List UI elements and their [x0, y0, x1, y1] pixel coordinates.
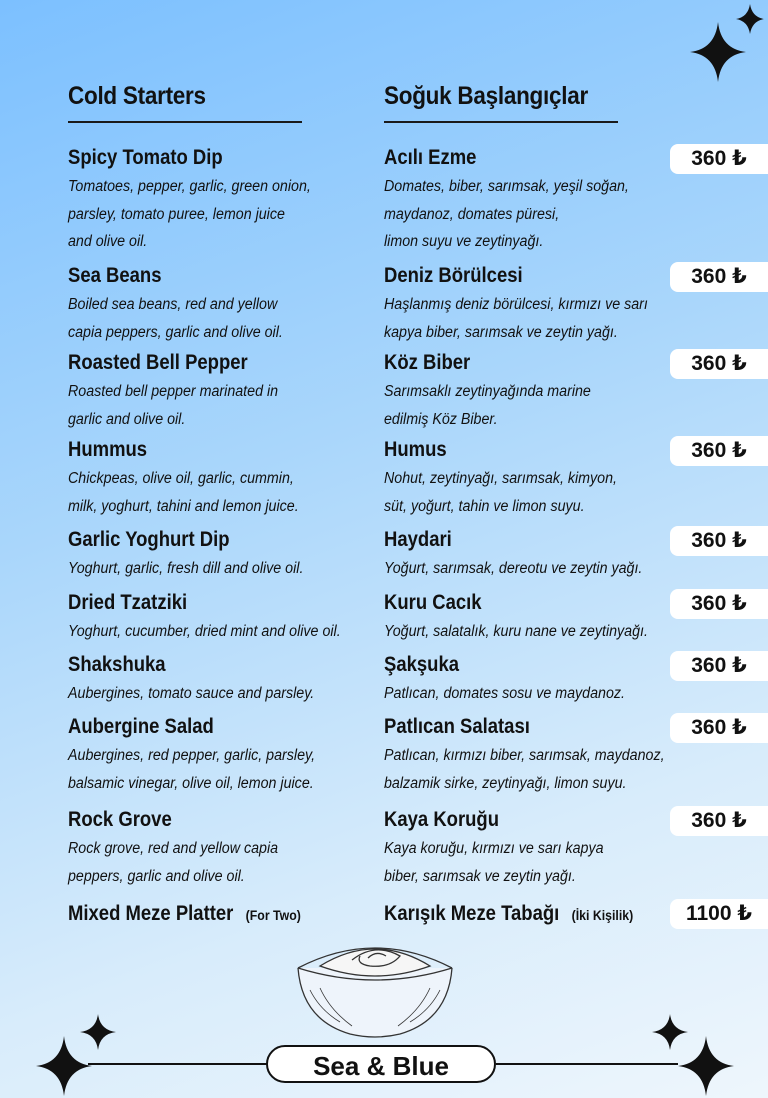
menu-item-english — [68, 714, 337, 797]
item-description-english — [68, 465, 299, 520]
item-description-line: Aubergines, red pepper, garlic, parsley, — [68, 747, 316, 764]
item-description-turkish — [384, 465, 617, 520]
menu-item-english — [68, 145, 332, 256]
item-description-line: biber, sarımsak ve zeytin yağı. — [384, 867, 576, 885]
item-price: 360 ₺ — [670, 651, 768, 681]
item-description-line: milk, yoghurt, tahini and lemon juice. — [68, 497, 299, 515]
item-description-line: Patlıcan, kırmızı biber, sarımsak, maydanoz, — [384, 747, 665, 764]
item-description-line: Sarımsaklı zeytinyağında marine — [384, 383, 591, 400]
platter-turkish — [384, 901, 667, 928]
item-description-turkish — [384, 835, 604, 890]
item-price: 360 ₺ — [670, 262, 768, 292]
sparkle-star-icon — [736, 4, 764, 34]
item-name-english: Rock Grove — [68, 808, 172, 831]
item-name-english: Spicy Tomato Dip — [68, 146, 223, 169]
yoghurt-bowl-icon — [290, 930, 460, 1040]
item-price: 360 ₺ — [670, 589, 768, 619]
item-description-turkish — [384, 742, 665, 797]
item-description-english — [68, 680, 314, 708]
menu-item-english — [68, 807, 296, 890]
menu-item-turkish — [384, 527, 665, 583]
item-name-english: Sea Beans — [68, 264, 162, 287]
item-description-english — [68, 291, 283, 346]
platter-price: 1100 ₺ — [670, 899, 768, 929]
item-description-english — [68, 835, 278, 890]
menu-item-turkish — [384, 807, 623, 890]
item-description-line: and olive oil. — [68, 233, 148, 250]
item-price: 360 ₺ — [670, 806, 768, 836]
menu-item-turkish — [384, 437, 637, 520]
platter-note-turkish: (İki Kişilik) — [571, 907, 634, 923]
item-description-line: Yoğurt, sarımsak, dereotu ve zeytin yağı. — [384, 560, 643, 577]
item-description-turkish — [384, 378, 591, 433]
menu-item-turkish — [384, 263, 671, 346]
item-description-line: Yoghurt, garlic, fresh dill and olive oil. — [68, 560, 304, 577]
item-name-turkish: Patlıcan Salatası — [384, 715, 530, 738]
item-name-english: Roasted Bell Pepper — [68, 351, 248, 374]
item-description-line: Roasted bell pepper marinated in — [68, 383, 279, 400]
platter-name-turkish: Karışık Meze Tabağı — [384, 902, 560, 925]
item-description-line: peppers, garlic and olive oil. — [68, 867, 245, 885]
item-description-turkish — [384, 555, 642, 583]
item-description-turkish — [384, 173, 629, 256]
item-name-turkish: Şakşuka — [384, 653, 460, 676]
menu-item-english — [68, 527, 324, 583]
item-name-turkish: Köz Biber — [384, 351, 471, 374]
item-description-line: Aubergines, tomato sauce and parsley. — [68, 685, 315, 702]
item-description-line: Tomatoes, pepper, garlic, green onion, — [68, 178, 311, 195]
item-description-line: Haşlanmış deniz börülcesi, kırmızı ve sarı — [384, 296, 648, 313]
item-description-line: kapya biber, sarımsak ve zeytin yağı. — [384, 323, 618, 341]
item-description-turkish — [384, 680, 625, 708]
footer-brand: Sea & Blue — [266, 1045, 496, 1083]
menu-item-turkish — [384, 590, 671, 646]
platter-name-english: Mixed Meze Platter — [68, 902, 234, 925]
menu-item-english — [68, 263, 302, 346]
platter-english — [68, 901, 333, 928]
item-price: 360 ₺ — [670, 713, 768, 743]
item-description-line: capia peppers, garlic and olive oil. — [68, 323, 283, 341]
item-name-english: Aubergine Salad — [68, 715, 214, 738]
item-description-line: Rock grove, red and yellow capia — [68, 840, 279, 857]
item-description-line: Kaya koruğu, kırmızı ve sarı kapya — [384, 840, 604, 857]
item-description-english — [68, 618, 341, 646]
menu-item-english — [68, 652, 336, 708]
item-description-line: Boiled sea beans, red and yellow — [68, 296, 278, 313]
item-description-line: Patlıcan, domates sosu ve maydanoz. — [384, 685, 625, 702]
sparkle-star-icon — [36, 1036, 92, 1096]
heading-underline-turkish — [384, 121, 618, 123]
menu-item-english — [68, 590, 364, 646]
menu-item-turkish — [384, 714, 689, 797]
item-description-line: limon suyu ve zeytinyağı. — [384, 233, 544, 250]
item-name-turkish: Deniz Börülcesi — [384, 264, 523, 287]
item-description-turkish — [384, 618, 648, 646]
item-description-english — [68, 742, 315, 797]
item-description-line: parsley, tomato puree, lemon juice — [68, 205, 285, 223]
menu-item-turkish — [384, 652, 646, 708]
item-price: 360 ₺ — [670, 144, 768, 174]
item-description-line: Chickpeas, olive oil, garlic, cummin, — [68, 470, 294, 487]
item-description-line: balsamic vinegar, olive oil, lemon juice. — [68, 774, 314, 792]
item-price: 360 ₺ — [670, 526, 768, 556]
item-description-line: Yoghurt, cucumber, dried mint and olive oil. — [68, 623, 341, 640]
item-name-turkish: Kuru Cacık — [384, 591, 482, 614]
menu-item-turkish — [384, 350, 609, 433]
item-description-line: balzamik sirke, zeytinyağı, limon suyu. — [384, 774, 627, 792]
item-description-line: edilmiş Köz Biber. — [384, 410, 498, 428]
item-price: 360 ₺ — [670, 436, 768, 466]
item-name-english: Dried Tzatziki — [68, 591, 188, 614]
item-name-turkish: Kaya Koruğu — [384, 808, 500, 831]
heading-turkish: Soğuk Başlangıçlar — [384, 82, 588, 110]
item-name-english: Shakshuka — [68, 653, 166, 676]
platter-note-english: (For Two) — [245, 907, 301, 923]
item-description-line: maydanoz, domates püresi, — [384, 205, 560, 223]
item-description-line: Domates, biber, sarımsak, yeşil soğan, — [384, 178, 629, 195]
footer-line-right — [496, 1063, 678, 1065]
item-description-line: Nohut, zeytinyağı, sarımsak, kimyon, — [384, 470, 618, 487]
item-name-turkish: Haydari — [384, 528, 452, 551]
item-description-english — [68, 555, 303, 583]
menu-item-english — [68, 437, 319, 520]
item-description-line: garlic and olive oil. — [68, 410, 186, 428]
sparkle-star-icon — [678, 1036, 734, 1096]
menu-item-english — [68, 350, 296, 433]
item-name-turkish: Acılı Ezme — [384, 146, 477, 169]
footer-line-left — [88, 1063, 268, 1065]
item-description-english — [68, 173, 311, 256]
item-description-english — [68, 378, 278, 433]
item-description-line: Yoğurt, salatalık, kuru nane ve zeytinyağı. — [384, 623, 648, 640]
item-name-english: Garlic Yoghurt Dip — [68, 528, 230, 551]
item-description-turkish — [384, 291, 648, 346]
heading-english: Cold Starters — [68, 82, 206, 110]
item-name-english: Hummus — [68, 438, 148, 461]
menu-item-turkish — [384, 145, 650, 256]
item-name-turkish: Humus — [384, 438, 447, 461]
item-description-line: süt, yoğurt, tahin ve limon suyu. — [384, 497, 585, 515]
item-price: 360 ₺ — [670, 349, 768, 379]
heading-underline-english — [68, 121, 302, 123]
